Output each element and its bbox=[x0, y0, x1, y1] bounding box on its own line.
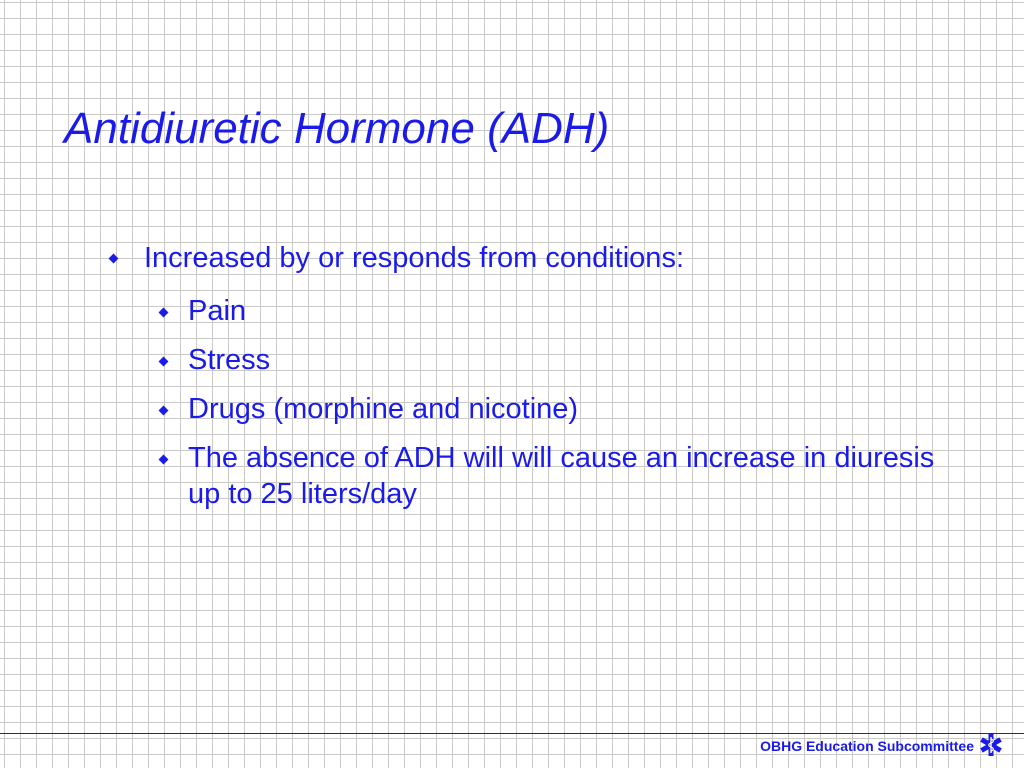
sub-bullet-text: The absence of ADH will will cause an increase in diuresis up to 25 liters/day bbox=[188, 442, 935, 510]
footer-divider bbox=[0, 733, 1024, 734]
diamond-bullet-icon bbox=[159, 357, 169, 367]
sub-bullet-text: Stress bbox=[188, 344, 271, 376]
diamond-bullet-icon bbox=[109, 254, 119, 264]
bullet-main-text: Increased by or responds from conditions: bbox=[144, 242, 684, 274]
slide-title: Antidiuretic Hormone (ADH) bbox=[64, 104, 610, 153]
diamond-bullet-icon bbox=[159, 455, 169, 465]
sub-bullet-absence bbox=[106, 440, 966, 512]
bullet-list bbox=[106, 236, 966, 512]
sub-bullet-stress bbox=[106, 342, 966, 378]
footer-text: OBHG Education Subcommittee bbox=[760, 738, 974, 754]
star-of-life-icon bbox=[979, 733, 1003, 757]
diamond-bullet-icon bbox=[159, 308, 169, 318]
diamond-bullet-icon bbox=[159, 406, 169, 416]
sub-bullet-drugs bbox=[106, 391, 966, 427]
sub-bullet-pain bbox=[106, 293, 966, 329]
bullet-main bbox=[106, 236, 966, 280]
sub-bullet-text: Drugs (morphine and nicotine) bbox=[188, 393, 579, 425]
sub-bullet-text: Pain bbox=[188, 295, 247, 327]
